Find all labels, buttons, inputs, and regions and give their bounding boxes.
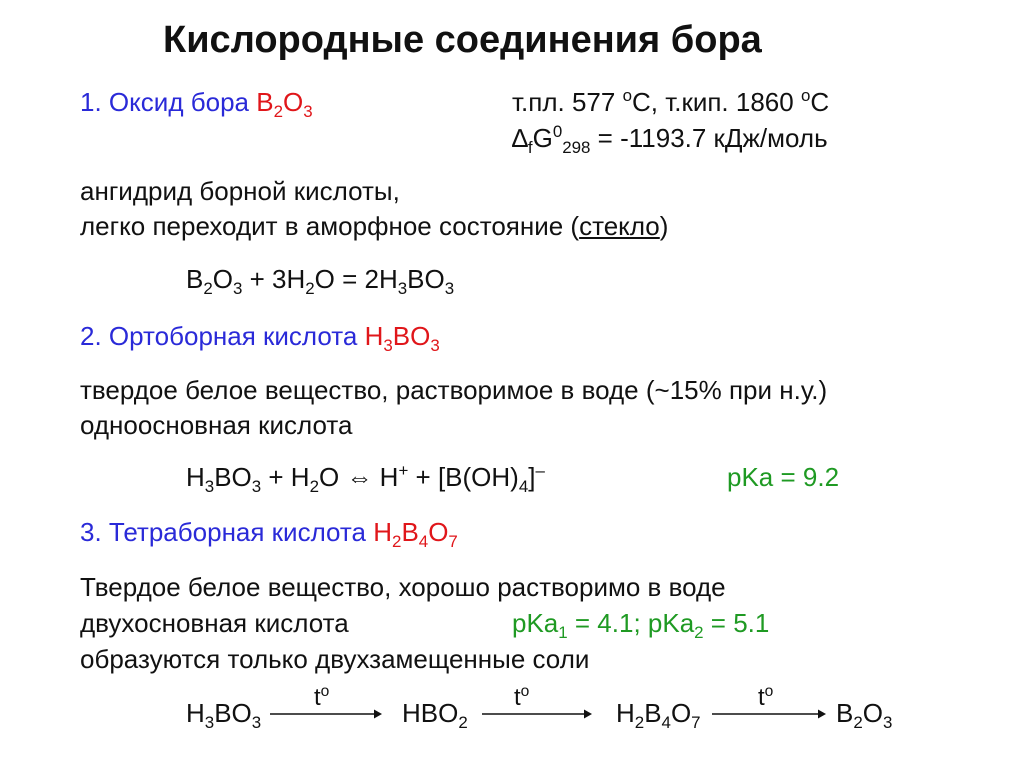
- section1-desc-line1: ангидрид борной кислоты,: [80, 176, 400, 206]
- section1-formula: $B_2O_3$: [256, 87, 313, 122]
- right-arrow-icon: [482, 708, 592, 720]
- right-arrow-icon: [712, 708, 826, 720]
- section3-desc-line3: образуются только двухзамещенные соли: [80, 644, 590, 674]
- section1-desc-line2: легко переходит в аморфное состояние (стекло): [80, 211, 669, 241]
- section3-heading: [80, 517, 458, 552]
- chain-arrow-label-2: $t^o$: [514, 682, 530, 711]
- equilibrium-arrow-icon: ⇔: [346, 462, 373, 492]
- glass-underlined: стекло: [579, 211, 660, 241]
- section2-formula: $H_3BO_3$: [364, 321, 440, 356]
- section1-heading: [80, 87, 313, 122]
- section3-heading-text: 3. Тетраборная кислота: [80, 517, 374, 547]
- slide-title: Кислородные соединения бора: [163, 19, 762, 61]
- section2-desc-line1: твердое белое вещество, растворимое в воде (~15% при н.у.): [80, 375, 828, 405]
- section1-melting-boiling: т.пл. 577 $^o$C, т.кип. 1860 $^o$C: [512, 85, 830, 117]
- section1-equation: $B_2O_3 + 3H_2O = 2H_3BO_3$: [186, 264, 455, 299]
- section2-pka: pKa = 9.2: [727, 462, 840, 492]
- chain-arrow-label-3: $t^o$: [758, 682, 774, 711]
- section1-heading-text: 1. Оксид бора: [80, 87, 257, 117]
- section1-gibbs-energy: $\Delta_fG^0_{298} = -1193.7$ кДж/моль: [512, 121, 828, 158]
- right-arrow-icon: [270, 708, 382, 720]
- section2-heading: [80, 321, 440, 356]
- section3-formula: $H_2B_4O_7$: [373, 517, 458, 552]
- chain-compound-3: $H_2B_4O_7$: [616, 698, 701, 733]
- chain-compound-4: $B_2O_3$: [836, 698, 893, 733]
- section2-heading-text: 2. Ортоборная кислота: [80, 321, 365, 351]
- section3-desc-line1: Твердое белое вещество, хорошо растворимо в воде: [80, 572, 726, 602]
- chain-compound-2: $HBO_2$: [402, 698, 468, 733]
- chain-arrow-label-1: $t^o$: [314, 682, 330, 711]
- section2-equation: $H_3BO_3 + H_2O$ ⇔ $H^+ + [B(OH)_4]^-$: [186, 460, 545, 497]
- chain-compound-1: $H_3BO_3$: [186, 698, 262, 733]
- section3-pka: pKa$_1$ = 4.1; pKa$_2$ = 5.1: [512, 608, 770, 643]
- section3-desc-line2: двухосновная кислота: [80, 608, 349, 638]
- section2-desc-line2: одноосновная кислота: [80, 410, 353, 440]
